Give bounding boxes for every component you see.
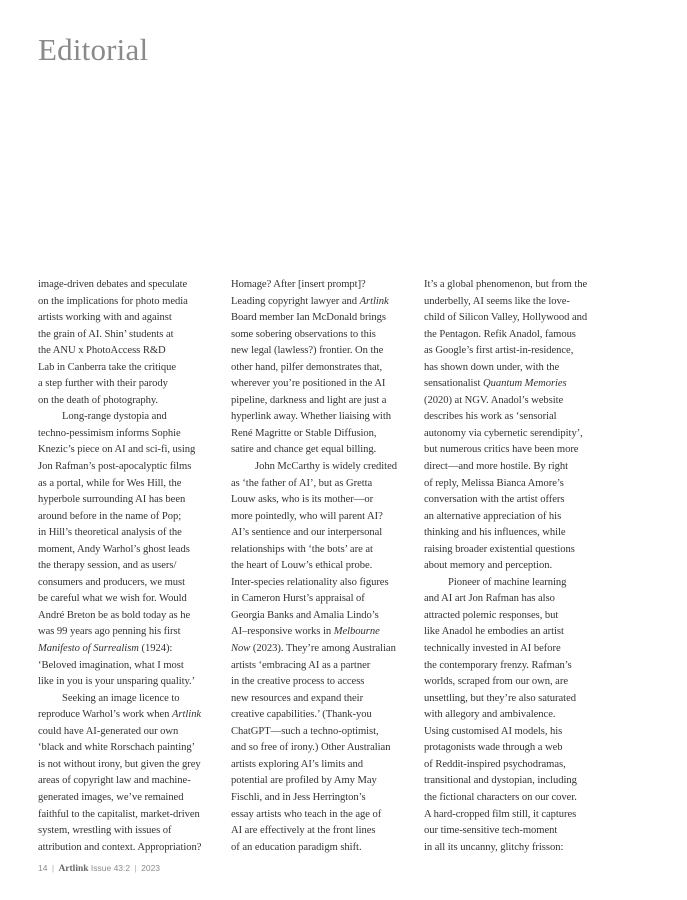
line-text: Pioneer of machine learning bbox=[448, 576, 567, 588]
text-line bbox=[38, 509, 223, 526]
text-line bbox=[231, 823, 416, 840]
text-line bbox=[424, 492, 609, 509]
line-text: Using customised AI models, his bbox=[424, 725, 563, 737]
line-text: (2020) at NGV. Anadol’s website bbox=[424, 394, 564, 406]
line-text: child of Silicon Valley, Hollywood and bbox=[424, 312, 588, 324]
text-line bbox=[38, 360, 223, 377]
page-number: 14 bbox=[38, 863, 48, 873]
line-text: but numerous critics have been more bbox=[424, 444, 579, 456]
line-text: image-driven debates and speculate bbox=[38, 279, 188, 290]
text-line bbox=[424, 840, 609, 857]
line-text: in all its uncanny, glitchy frisson: bbox=[424, 841, 564, 853]
line-text: as a portal, while for Wes Hill, the bbox=[38, 477, 182, 489]
text-line bbox=[38, 525, 223, 542]
line-text: worlds, scraped from our own, are bbox=[424, 676, 568, 688]
line-text: on the death of photography. bbox=[38, 394, 159, 406]
line-text: AI’s sentience and our interpersonal bbox=[231, 527, 383, 539]
line-text: direct—and more hostile. By right bbox=[424, 461, 568, 473]
text-line bbox=[424, 277, 609, 294]
line-text: the grain of AI. Shin’ students at bbox=[38, 328, 174, 340]
line-text: is not without irony, but given the grey bbox=[38, 758, 201, 770]
text-line bbox=[424, 691, 609, 708]
line-text: Louw asks, who is its mother—or bbox=[231, 494, 374, 506]
text-line bbox=[231, 376, 416, 393]
text-line bbox=[424, 360, 609, 377]
line-text: raising broader existential questions bbox=[424, 543, 575, 555]
line-text: creative capabilities.’ (Thank-you bbox=[231, 709, 372, 721]
text-line bbox=[231, 327, 416, 344]
text-line bbox=[424, 294, 609, 311]
text-line bbox=[38, 608, 223, 625]
line-text: like Anadol he embodies an artist bbox=[424, 626, 564, 638]
line-text: the ANU x PhotoAccess R&D bbox=[38, 345, 166, 357]
line-text: Homage? After [insert prompt]? bbox=[231, 279, 366, 290]
text-line bbox=[231, 492, 416, 509]
line-text: satire and chance get equal billing. bbox=[231, 444, 377, 456]
text-line bbox=[231, 558, 416, 575]
italic-title: Manifesto of Surrealism bbox=[38, 643, 139, 655]
issue-label: Issue 43:2 bbox=[90, 863, 131, 873]
text-line bbox=[424, 442, 609, 459]
line-text: Lab in Canberra take the critique bbox=[38, 361, 177, 373]
text-line bbox=[231, 608, 416, 625]
text-line bbox=[424, 525, 609, 542]
line-text: protagonists wade through a web bbox=[424, 742, 563, 754]
line-text: Georgia Banks and Amalia Lindo’s bbox=[231, 609, 379, 621]
text-line bbox=[424, 343, 609, 360]
line-text: of reply, Melissa Bianca Amore’s bbox=[424, 477, 564, 489]
issue-year: 2023 bbox=[141, 863, 161, 873]
line-text: areas of copyright law and machine- bbox=[38, 775, 191, 787]
text-line bbox=[424, 807, 609, 824]
line-text: underbelly, AI seems like the love- bbox=[424, 295, 570, 307]
text-line bbox=[424, 376, 609, 393]
text-line bbox=[231, 724, 416, 741]
text-line bbox=[424, 823, 609, 840]
magazine-brand: Artlink bbox=[58, 864, 89, 874]
line-text: like in you is your unsparing quality.’ bbox=[38, 676, 196, 688]
line-text: with allegory and ambivalence. bbox=[424, 709, 556, 721]
line-text: It’s a global phenomenon, but from the bbox=[424, 279, 588, 290]
text-line bbox=[231, 294, 416, 311]
line-text: on the implications for photo media bbox=[38, 295, 188, 307]
text-line bbox=[231, 624, 416, 641]
line-text: Jon Rafman’s post-apocalyptic films bbox=[38, 461, 192, 473]
line-text: the contemporary frenzy. Rafman’s bbox=[424, 659, 572, 671]
text-line bbox=[424, 658, 609, 675]
line-text: as ‘the father of AI’, but as Gretta bbox=[231, 477, 373, 489]
line-text: unsettling, but they’re also saturated bbox=[424, 692, 576, 704]
text-line bbox=[38, 459, 223, 476]
text-line bbox=[231, 525, 416, 542]
text-line bbox=[424, 426, 609, 443]
text-line bbox=[38, 542, 223, 559]
text-line bbox=[424, 790, 609, 807]
line-text: consumers and producers, we must bbox=[38, 576, 185, 588]
line-text: the heart of Louw’s ethical probe. bbox=[231, 560, 373, 572]
line-text: system, wrestling with issues of bbox=[38, 825, 172, 837]
line-text: transitional and dystopian, including bbox=[424, 775, 577, 787]
line-text: the Pentagon. Refik Anadol, famous bbox=[424, 328, 576, 340]
text-line bbox=[38, 558, 223, 575]
line-text: relationships with ‘the bots’ are at bbox=[231, 543, 373, 555]
line-text: attracted polemic responses, but bbox=[424, 609, 559, 621]
page-footer bbox=[38, 863, 160, 874]
line-text: describes his work as ‘sensorial bbox=[424, 411, 557, 423]
footer-separator: | bbox=[51, 863, 55, 873]
line-text: the therapy session, and as users/ bbox=[38, 560, 177, 572]
line-text: the fictional characters on our cover. bbox=[424, 791, 577, 803]
line-text: of an education paradigm shift. bbox=[231, 841, 362, 853]
line-text: AI–responsive works in bbox=[231, 626, 334, 638]
text-line bbox=[231, 641, 416, 658]
text-line bbox=[38, 310, 223, 327]
paragraph-start-line bbox=[38, 691, 223, 708]
line-text: be careful what we wish for. Would bbox=[38, 593, 187, 605]
text-line bbox=[231, 691, 416, 708]
line-text: our time-sensitive tech-moment bbox=[424, 825, 558, 837]
text-line bbox=[424, 476, 609, 493]
line-text: as Google’s first artist-in-residence, bbox=[424, 345, 574, 357]
line-text: technically invested in AI before bbox=[424, 643, 561, 655]
text-line bbox=[231, 509, 416, 526]
text-line bbox=[38, 277, 223, 294]
text-line bbox=[38, 757, 223, 774]
text-line bbox=[424, 310, 609, 327]
text-line bbox=[424, 542, 609, 559]
text-line bbox=[231, 674, 416, 691]
line-text: attribution and context. Appropriation? bbox=[38, 841, 202, 853]
line-text: A hard-cropped film still, it captures bbox=[424, 808, 577, 820]
line-text: a step further with their parody bbox=[38, 378, 168, 390]
line-text: ChatGPT—such a techno-optimist, bbox=[231, 725, 379, 737]
text-line bbox=[38, 376, 223, 393]
text-line bbox=[424, 757, 609, 774]
line-text: of Reddit-inspired psychodramas, bbox=[424, 758, 566, 770]
text-line bbox=[231, 277, 416, 294]
line-text: an alternative appreciation of his bbox=[424, 510, 562, 522]
line-text: and AI art Jon Rafman has also bbox=[424, 593, 555, 605]
line-text: Leading copyright lawyer and bbox=[231, 295, 360, 307]
line-text: about memory and perception. bbox=[424, 560, 553, 572]
text-line bbox=[231, 658, 416, 675]
text-line bbox=[38, 707, 223, 724]
text-line bbox=[38, 740, 223, 757]
text-line bbox=[38, 624, 223, 641]
text-line bbox=[38, 724, 223, 741]
text-line bbox=[231, 393, 416, 410]
text-line bbox=[231, 426, 416, 443]
text-line bbox=[231, 343, 416, 360]
text-line bbox=[231, 591, 416, 608]
paragraph-start-line bbox=[231, 459, 416, 476]
text-line bbox=[38, 773, 223, 790]
text-line bbox=[38, 807, 223, 824]
line-text: Inter-species relationality also figures bbox=[231, 576, 389, 588]
line-text: artists working with and against bbox=[38, 312, 172, 324]
line-text: Knezic’s piece on AI and sci-fi, using bbox=[38, 444, 196, 456]
text-line bbox=[38, 294, 223, 311]
text-line bbox=[424, 459, 609, 476]
text-line bbox=[424, 740, 609, 757]
text-column-2 bbox=[231, 277, 416, 856]
line-text: around before in the name of Pop; bbox=[38, 510, 182, 522]
text-line bbox=[38, 393, 223, 410]
text-line bbox=[231, 442, 416, 459]
text-line bbox=[424, 674, 609, 691]
italic-title: Now bbox=[231, 643, 251, 655]
line-text: moment, Andy Warhol’s ghost leads bbox=[38, 543, 190, 555]
line-text: (2023). They’re among Australian bbox=[250, 643, 396, 655]
line-text: generated images, we’ve remained bbox=[38, 791, 184, 803]
line-text: techno-pessimism informs Sophie bbox=[38, 427, 181, 439]
line-text: could have AI-generated our own bbox=[38, 725, 179, 737]
text-line bbox=[424, 624, 609, 641]
line-text: artists exploring AI’s limits and bbox=[231, 758, 363, 770]
text-line bbox=[38, 823, 223, 840]
text-line bbox=[38, 674, 223, 691]
text-line bbox=[424, 773, 609, 790]
line-text: faithful to the capitalist, market-driven bbox=[38, 808, 200, 820]
italic-title: Artlink bbox=[172, 709, 202, 721]
text-line bbox=[38, 658, 223, 675]
line-text: Fischli, and in Jess Herrington’s bbox=[231, 791, 366, 803]
page-title: Editorial bbox=[38, 32, 149, 67]
line-text: (1924): bbox=[138, 643, 173, 655]
text-line bbox=[424, 641, 609, 658]
line-text: some sobering observations to this bbox=[231, 328, 376, 340]
line-text: has shown down under, with the bbox=[424, 361, 560, 373]
text-line bbox=[424, 409, 609, 426]
text-line bbox=[231, 409, 416, 426]
paragraph-start-line bbox=[424, 575, 609, 592]
text-line bbox=[38, 492, 223, 509]
line-text: potential are profiled by Amy May bbox=[231, 775, 377, 787]
text-line bbox=[231, 542, 416, 559]
line-text: ‘black and white Rorschach painting’ bbox=[38, 742, 196, 754]
text-column-3 bbox=[424, 277, 609, 856]
line-text: in Cameron Hurst’s appraisal of bbox=[231, 593, 365, 605]
text-line bbox=[424, 724, 609, 741]
line-text: in Hill’s theoretical analysis of the bbox=[38, 527, 182, 539]
text-line bbox=[38, 591, 223, 608]
line-text: Long-range dystopia and bbox=[62, 411, 167, 423]
text-line bbox=[424, 608, 609, 625]
text-line bbox=[38, 790, 223, 807]
text-line bbox=[38, 476, 223, 493]
line-text: and so free of irony.) Other Australian bbox=[231, 742, 391, 754]
line-text: other hand, pilfer demonstrates that, bbox=[231, 361, 383, 373]
line-text: thinking and his influences, while bbox=[424, 527, 566, 539]
line-text: Seeking an image licence to bbox=[62, 692, 180, 704]
text-line bbox=[424, 509, 609, 526]
text-line bbox=[231, 840, 416, 857]
text-line bbox=[231, 360, 416, 377]
line-text: wherever you’re positioned in the AI bbox=[231, 378, 386, 390]
italic-title: Melbourne bbox=[333, 626, 380, 638]
text-line bbox=[38, 442, 223, 459]
line-text: René Magritte or Stable Diffusion, bbox=[231, 427, 377, 439]
line-text: John McCarthy is widely credited bbox=[255, 461, 397, 473]
line-text: conversation with the artist offers bbox=[424, 494, 565, 506]
text-line bbox=[231, 773, 416, 790]
line-text: AI are effectively at the front lines bbox=[231, 825, 376, 837]
text-line bbox=[424, 591, 609, 608]
text-line bbox=[424, 558, 609, 575]
text-line bbox=[231, 575, 416, 592]
line-text: ‘Beloved imagination, what I most bbox=[38, 659, 184, 671]
italic-title: Artlink bbox=[359, 295, 389, 307]
text-line bbox=[38, 327, 223, 344]
line-text: new resources and expand their bbox=[231, 692, 364, 704]
line-text: Board member Ian McDonald brings bbox=[231, 312, 386, 324]
text-line bbox=[38, 840, 223, 857]
paragraph-start-line bbox=[38, 409, 223, 426]
line-text: pipeline, darkness and light are just a bbox=[231, 394, 387, 406]
text-line bbox=[231, 476, 416, 493]
text-line bbox=[38, 343, 223, 360]
line-text: artists ‘embracing AI as a partner bbox=[231, 659, 371, 671]
footer-separator: | bbox=[134, 863, 137, 873]
text-column-1 bbox=[38, 277, 223, 856]
text-line bbox=[231, 310, 416, 327]
text-line bbox=[231, 740, 416, 757]
line-text: reproduce Warhol’s work when bbox=[38, 709, 173, 721]
line-text: in the creative process to access bbox=[231, 676, 365, 688]
line-text: sensationalist bbox=[424, 378, 483, 390]
line-text: autonomy via cybernetic serendipity’, bbox=[424, 427, 583, 439]
italic-title: Quantum Memories bbox=[482, 378, 567, 390]
line-text: new legal (lawless?) frontier. On the bbox=[231, 345, 384, 357]
text-line bbox=[424, 707, 609, 724]
line-text: hyperbole surrounding AI has been bbox=[38, 494, 186, 506]
text-line bbox=[231, 807, 416, 824]
text-line bbox=[38, 575, 223, 592]
text-line bbox=[38, 426, 223, 443]
line-text: hyperlink away. Whether liaising with bbox=[231, 411, 391, 423]
line-text: more pointedly, who will parent AI? bbox=[231, 510, 383, 522]
line-text: essay artists who teach in the age of bbox=[231, 808, 382, 820]
text-line bbox=[38, 641, 223, 658]
text-line bbox=[231, 790, 416, 807]
text-line bbox=[231, 707, 416, 724]
text-line bbox=[231, 757, 416, 774]
line-text: André Breton be as bold today as he bbox=[38, 609, 191, 621]
line-text: was 99 years ago penning his first bbox=[38, 626, 181, 638]
text-line bbox=[424, 393, 609, 410]
text-line bbox=[424, 327, 609, 344]
